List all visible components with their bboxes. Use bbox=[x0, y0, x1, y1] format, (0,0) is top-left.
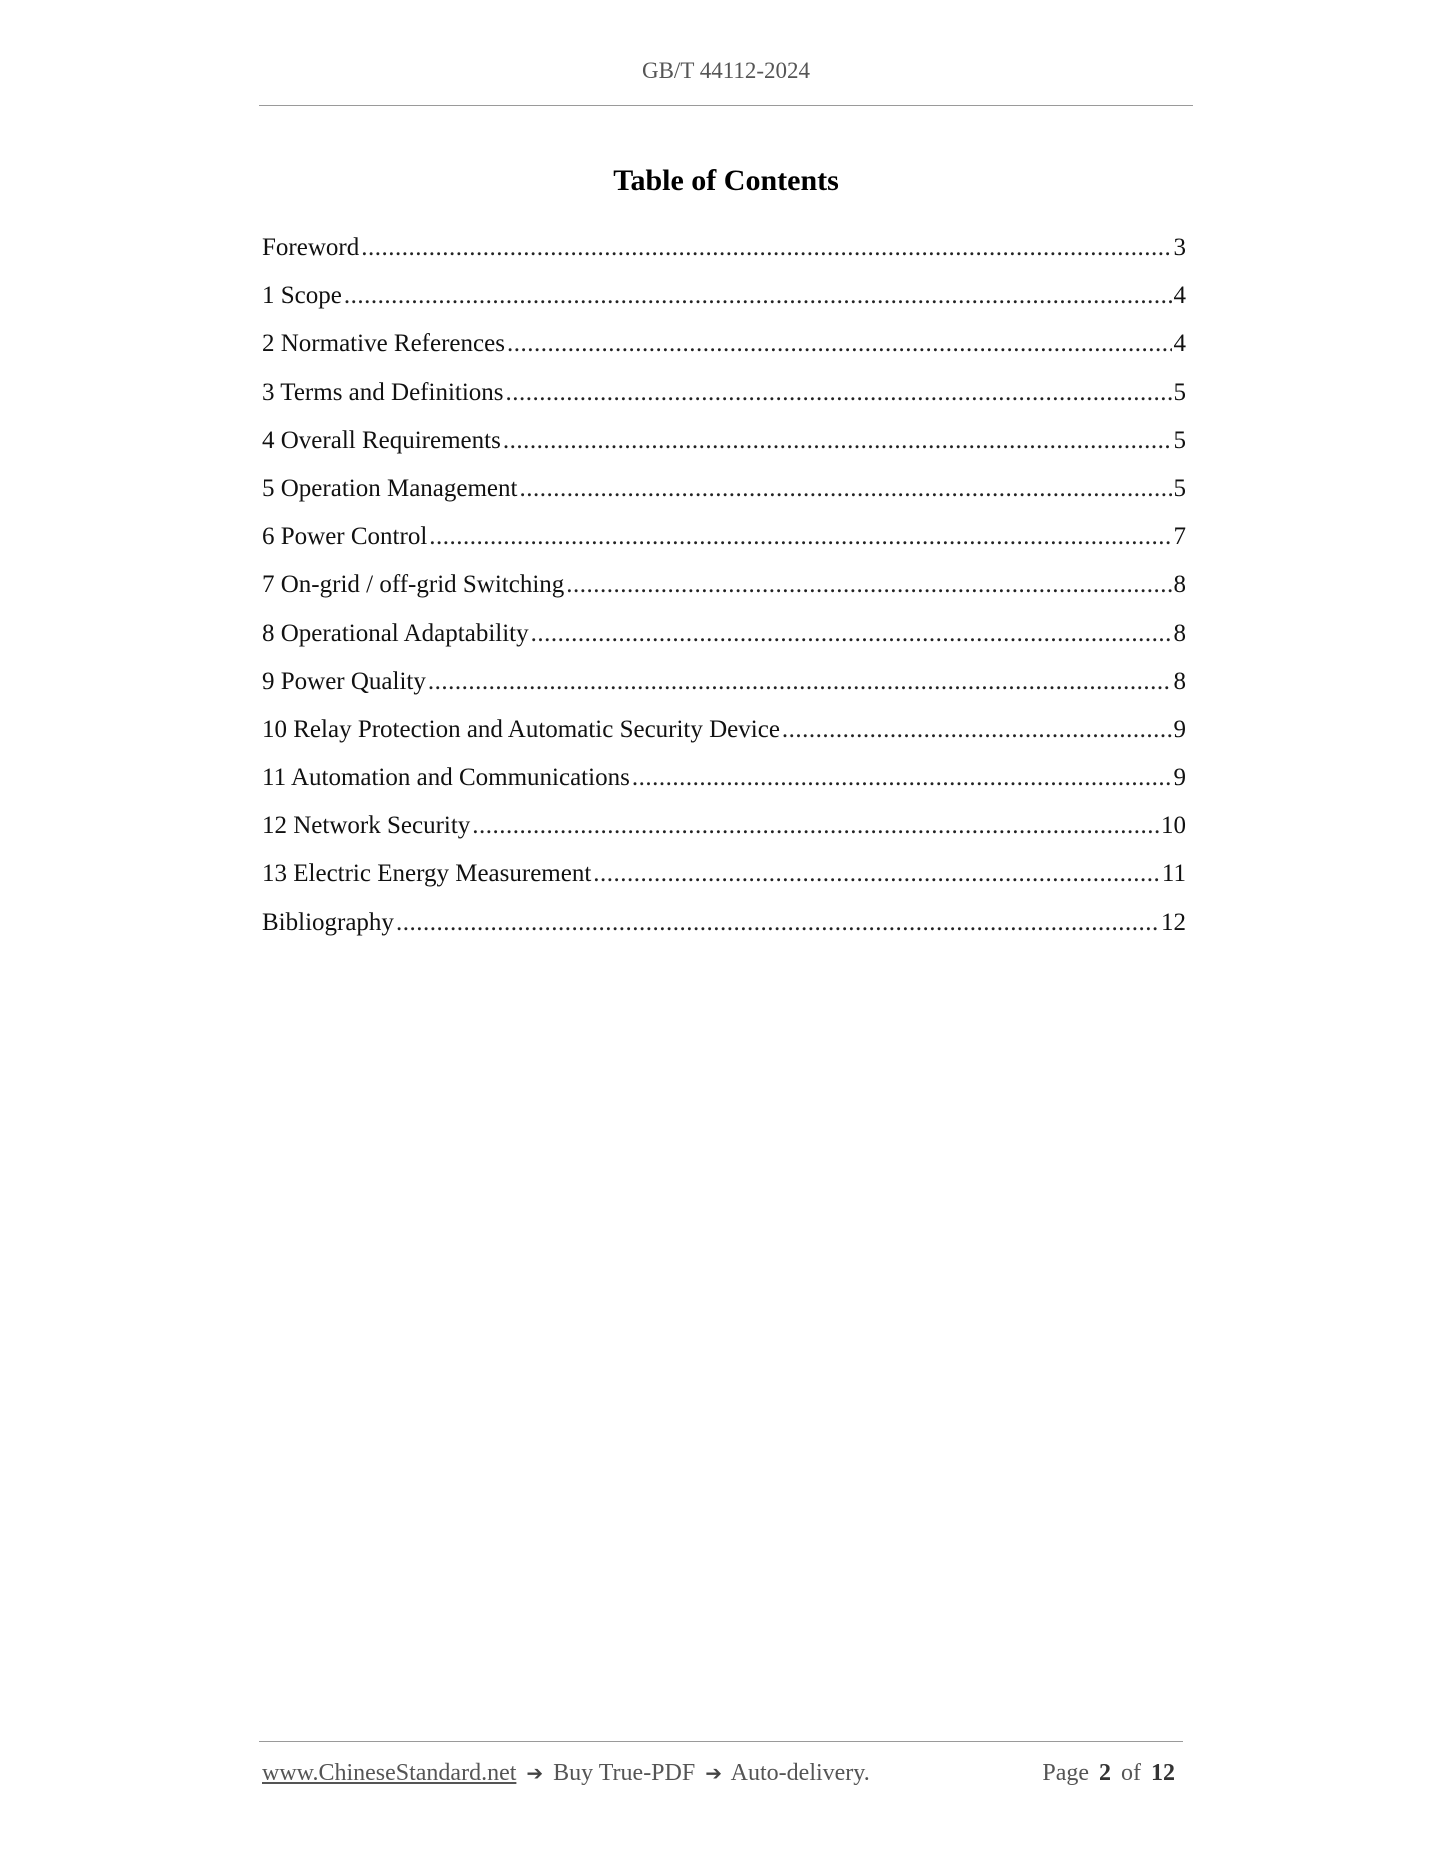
toc-dot-leader bbox=[472, 806, 1159, 846]
toc-dot-leader bbox=[566, 565, 1171, 605]
toc-entry-page: 8 bbox=[1173, 619, 1186, 647]
toc-entry-page: 5 bbox=[1173, 474, 1186, 502]
toc-entry-on-off-grid-switching[interactable] bbox=[262, 565, 1186, 613]
toc-entry-operation-management[interactable] bbox=[262, 469, 1186, 517]
toc-entry-label: 10 Relay Protection and Automatic Security Device bbox=[262, 715, 780, 743]
toc-entry-label: 6 Power Control bbox=[262, 523, 428, 551]
toc-entry-label: 8 Operational Adaptability bbox=[262, 619, 529, 647]
toc-entry-bibliography[interactable] bbox=[262, 903, 1186, 951]
toc-dot-leader bbox=[632, 758, 1172, 798]
toc-dot-leader bbox=[507, 324, 1172, 364]
toc-entry-automation-communications[interactable] bbox=[262, 758, 1186, 806]
toc-entry-foreword[interactable] bbox=[262, 228, 1186, 276]
toc-entry-label: 12 Network Security bbox=[262, 812, 471, 840]
footer-promo bbox=[262, 1760, 870, 1787]
toc-dot-leader bbox=[519, 469, 1171, 509]
toc-dot-leader bbox=[428, 662, 1172, 702]
current-page-number: 2 bbox=[1099, 1760, 1111, 1786]
toc-list bbox=[262, 228, 1186, 951]
toc-entry-page: 11 bbox=[1161, 860, 1186, 888]
toc-entry-label: Bibliography bbox=[262, 908, 394, 936]
toc-entry-energy-measurement[interactable] bbox=[262, 854, 1186, 902]
toc-entry-terms-and-definitions[interactable] bbox=[262, 373, 1186, 421]
toc-entry-power-quality[interactable] bbox=[262, 662, 1186, 710]
toc-entry-label: Foreword bbox=[262, 234, 360, 261]
toc-dot-leader bbox=[593, 854, 1160, 894]
toc-dot-leader bbox=[361, 228, 1171, 268]
toc-entry-page: 4 bbox=[1173, 282, 1186, 310]
toc-entry-page: 10 bbox=[1161, 812, 1186, 840]
toc-entry-page: 8 bbox=[1173, 667, 1186, 695]
header-divider bbox=[259, 105, 1193, 106]
toc-entry-label: 7 On-grid / off-grid Switching bbox=[262, 571, 565, 599]
toc-entry-page: 3 bbox=[1173, 234, 1186, 261]
toc-entry-page: 12 bbox=[1161, 908, 1186, 936]
toc-title: Table of Contents bbox=[613, 164, 839, 197]
toc-entry-overall-requirements[interactable] bbox=[262, 421, 1186, 469]
toc-entry-label: 13 Electric Energy Measurement bbox=[262, 860, 592, 888]
toc-entry-page: 5 bbox=[1173, 378, 1186, 406]
toc-entry-label: 11 Automation and Communications bbox=[262, 764, 630, 792]
toc-entry-power-control[interactable] bbox=[262, 517, 1186, 565]
total-pages-number: 12 bbox=[1151, 1760, 1175, 1786]
toc-dot-leader bbox=[531, 614, 1172, 654]
toc-dot-leader bbox=[503, 421, 1172, 461]
toc-entry-page: 8 bbox=[1173, 571, 1186, 599]
toc-entry-relay-protection[interactable] bbox=[262, 710, 1186, 758]
toc-entry-label: 5 Operation Management bbox=[262, 474, 518, 502]
toc-entry-label: 1 Scope bbox=[262, 282, 342, 310]
toc-entry-label: 3 Terms and Definitions bbox=[262, 378, 504, 406]
toc-entry-normative-references[interactable] bbox=[262, 324, 1186, 372]
toc-dot-leader bbox=[429, 517, 1171, 557]
toc-entry-scope[interactable] bbox=[262, 276, 1186, 324]
buy-text: Buy True-PDF bbox=[553, 1760, 696, 1786]
right-arrow-icon: ➔ bbox=[526, 1761, 544, 1785]
toc-dot-leader bbox=[396, 903, 1159, 943]
toc-entry-operational-adaptability[interactable] bbox=[262, 614, 1186, 662]
page-indicator bbox=[1042, 1760, 1179, 1787]
toc-entry-page: 4 bbox=[1173, 330, 1186, 358]
toc-entry-network-security[interactable] bbox=[262, 806, 1186, 854]
page-word: Page bbox=[1042, 1760, 1089, 1786]
toc-entry-page: 9 bbox=[1173, 764, 1186, 792]
site-link[interactable]: www.ChineseStandard.net bbox=[262, 1760, 517, 1786]
right-arrow-icon: ➔ bbox=[705, 1761, 722, 1785]
of-word: of bbox=[1121, 1760, 1141, 1786]
delivery-text: Auto-delivery. bbox=[730, 1760, 870, 1786]
running-header: GB/T 44112-2024 bbox=[641, 58, 811, 83]
toc-dot-leader bbox=[506, 373, 1172, 413]
toc-entry-label: 2 Normative References bbox=[262, 330, 505, 358]
toc-entry-page: 9 bbox=[1173, 715, 1186, 743]
toc-entry-page: 5 bbox=[1173, 426, 1186, 454]
toc-dot-leader bbox=[782, 710, 1172, 750]
toc-entry-page: 7 bbox=[1173, 523, 1186, 551]
toc-entry-label: 4 Overall Requirements bbox=[262, 426, 501, 454]
footer-divider bbox=[259, 1741, 1183, 1742]
toc-dot-leader bbox=[344, 276, 1172, 316]
toc-entry-label: 9 Power Quality bbox=[262, 667, 426, 695]
